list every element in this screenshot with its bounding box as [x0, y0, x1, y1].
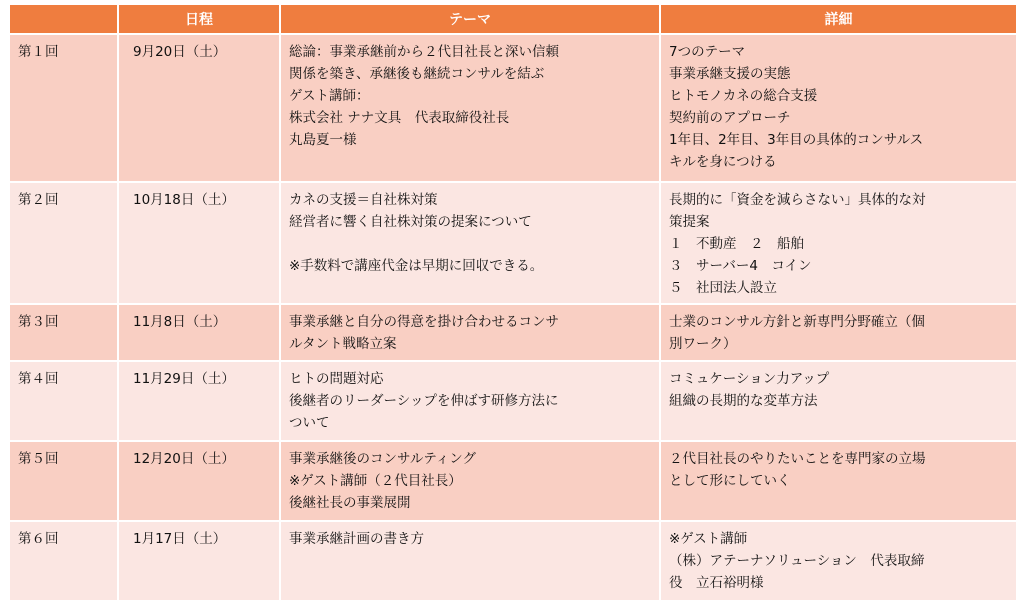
session-number: 第６回 [10, 521, 118, 601]
table-row [10, 34, 1016, 182]
theme-line: ルタント戦略立案 [289, 336, 397, 352]
detail-line: 長期的に「資金を減らさない」具体的な対 [669, 192, 926, 208]
detail-line: 7つのテーマ [669, 44, 746, 60]
table-row [10, 441, 1016, 521]
theme-line: ついて [289, 415, 330, 431]
theme-line: 経営者に響く自社株対策の提案について [289, 214, 532, 230]
table-row [10, 304, 1016, 361]
theme-line: 株式会社 ナナ文具 代表取締役社長 [289, 110, 510, 126]
session-detail [660, 304, 1016, 361]
table-row [10, 361, 1016, 441]
session-theme [280, 521, 660, 601]
detail-line: 役 立石裕明様 [669, 575, 764, 591]
schedule-table [10, 5, 1016, 602]
theme-line: 関係を築き、承継後も継続コンサルを結ぶ [289, 66, 545, 82]
detail-line: 1年目、2年目、3年目の具体的コンサルス [669, 132, 924, 148]
session-date: 12月20日（土） [118, 441, 280, 521]
session-detail [660, 182, 1016, 304]
table-body [10, 34, 1016, 601]
session-theme [280, 34, 660, 182]
theme-line: 後継者のリーダーシップを伸ばす研修方法に [289, 393, 559, 409]
detail-line: 組織の長期的な変革方法 [669, 393, 818, 409]
session-theme [280, 182, 660, 304]
detail-line: （株）アテーナソリューション 代表取締 [669, 553, 925, 569]
detail-line: 士業のコンサル方針と新専門分野確立（個 [669, 314, 925, 330]
theme-line: カネの支援＝自社株対策 [289, 192, 438, 208]
header-detail: 詳細 [660, 5, 1016, 34]
theme-line: ※手数料で講座代金は早期に回収できる。 [289, 258, 544, 274]
session-theme [280, 361, 660, 441]
session-detail [660, 521, 1016, 601]
theme-line: 後継社長の事業展開 [289, 495, 411, 511]
detail-line: コミュケーション力アップ [669, 371, 830, 387]
theme-line: ※ゲスト講師（２代目社長） [289, 473, 462, 489]
table-header-row [10, 5, 1016, 34]
table-row [10, 521, 1016, 601]
session-detail [660, 441, 1016, 521]
table-row [10, 182, 1016, 304]
session-date: 9月20日（土） [118, 34, 280, 182]
session-date: 1月17日（土） [118, 521, 280, 601]
session-number: 第３回 [10, 304, 118, 361]
session-theme [280, 441, 660, 521]
detail-line: として形にしていく [669, 473, 791, 489]
theme-line: ヒトの問題対応 [289, 371, 384, 387]
theme-line: 事業承継と自分の得意を掛け合わせるコンサ [289, 314, 559, 330]
detail-line: 事業承継支援の実態 [669, 66, 791, 82]
session-number: 第２回 [10, 182, 118, 304]
detail-line: ２代目社長のやりたいことを専門家の立場 [669, 451, 926, 467]
theme-line: 丸島夏一様 [289, 132, 357, 148]
session-date: 11月8日（土） [118, 304, 280, 361]
session-number: 第１回 [10, 34, 118, 182]
theme-spacer [289, 233, 651, 255]
theme-line: ゲスト講師： [289, 88, 370, 104]
header-schedule: 日程 [118, 5, 280, 34]
detail-line: ３ サーバー4 コイン [669, 258, 812, 274]
session-detail [660, 34, 1016, 182]
detail-line: ヒトモノカネの総合支援 [669, 88, 818, 104]
detail-line: キルを身につける [669, 154, 777, 170]
theme-line: 総論：事業承継前から２代目社長と深い信頼 [289, 44, 559, 60]
schedule-table-container [10, 5, 1016, 602]
detail-line: ５ 社団法人設立 [669, 280, 777, 296]
session-date: 11月29日（土） [118, 361, 280, 441]
detail-line: 契約前のアプローチ [669, 110, 791, 126]
session-number: 第４回 [10, 361, 118, 441]
theme-line: 事業承継後のコンサルティング [289, 451, 476, 467]
session-theme [280, 304, 660, 361]
theme-line: 事業承継計画の書き方 [289, 531, 424, 547]
detail-line: 策提案 [669, 214, 710, 230]
detail-line: １ 不動産 ２ 船舶 [669, 236, 804, 252]
session-date: 10月18日（土） [118, 182, 280, 304]
header-theme: テーマ [280, 5, 660, 34]
session-detail [660, 361, 1016, 441]
detail-line: 別ワーク） [669, 336, 737, 352]
session-number: 第５回 [10, 441, 118, 521]
header-blank [10, 5, 118, 34]
detail-line: ※ゲスト講師 [669, 531, 748, 547]
